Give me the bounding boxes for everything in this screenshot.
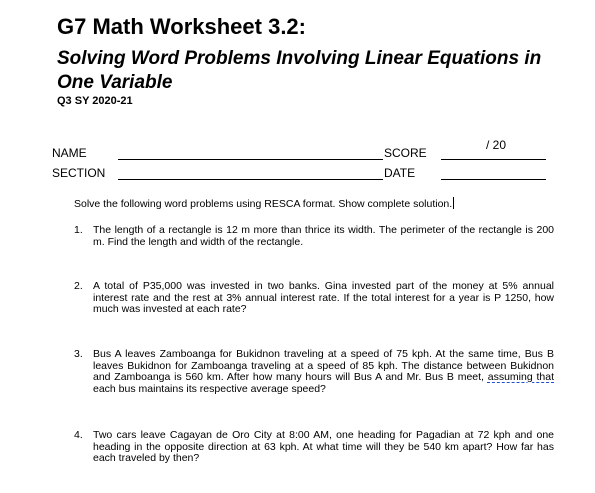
spellcheck-flagged-text[interactable]: assuming that bbox=[487, 371, 554, 383]
school-year: Q3 SY 2020-21 bbox=[57, 95, 133, 107]
problem-item bbox=[74, 430, 554, 465]
name-blank bbox=[118, 159, 383, 160]
problem-item bbox=[74, 281, 554, 316]
date-label: DATE bbox=[384, 166, 416, 180]
problem-item bbox=[74, 349, 554, 395]
problem-number: 4. bbox=[74, 429, 83, 441]
section-label: SECTION bbox=[52, 166, 106, 180]
section-blank bbox=[118, 179, 383, 180]
problem-number: 1. bbox=[74, 224, 83, 236]
instructions[interactable] bbox=[74, 197, 454, 211]
instructions-text: Solve the following word problems using RESCA format. Show complete solution. bbox=[74, 198, 453, 210]
problem-text: A total of P35,000 was invested in two banks. Gina invested part of the money at 5% annual interest rate and the rest at 3% annual interest rate. If the total interest for a year is P 1250, how much was invested at each rate? bbox=[93, 280, 554, 315]
problem-number: 2. bbox=[74, 280, 83, 292]
score-label: SCORE bbox=[384, 146, 427, 160]
score-blank bbox=[441, 159, 546, 160]
worksheet-title: G7 Math Worksheet 3.2: bbox=[57, 14, 306, 39]
problem-text-part: Bus A leaves Zamboanga for Bukidnon traveling at a speed of 75 kph. At the same time, Bus B leaves Bukidnon for Zamboanga traveling at a speed of 85 kph. The distance between Bukidnon and Zamboanga is 560 km. After how many hours will Bus A and Mr. Bus B meet, bbox=[93, 348, 554, 383]
name-label: NAME bbox=[52, 146, 87, 160]
text-cursor bbox=[453, 197, 454, 209]
worksheet-subtitle: Solving Word Problems Involving Linear Equations in One Variable bbox=[57, 48, 542, 93]
score-total: / 20 bbox=[486, 138, 507, 152]
problem-text-part: each bus maintains its respective average speed? bbox=[93, 382, 326, 395]
problem-text bbox=[93, 349, 554, 395]
problem-item bbox=[74, 225, 554, 248]
date-blank bbox=[441, 179, 546, 180]
problem-text: Two cars leave Cagayan de Oro City at 8:00 AM, one heading for Pagadian at 72 kph and one heading in the opposite direction at 63 kph. At what time will they be 540 km apart? How far has each traveled by then? bbox=[93, 429, 554, 464]
problem-number: 3. bbox=[74, 348, 83, 360]
problem-text: The length of a rectangle is 12 m more than thrice its width. The perimeter of the rectangle is 200 m. Find the length and width of the rectangle. bbox=[93, 224, 554, 248]
